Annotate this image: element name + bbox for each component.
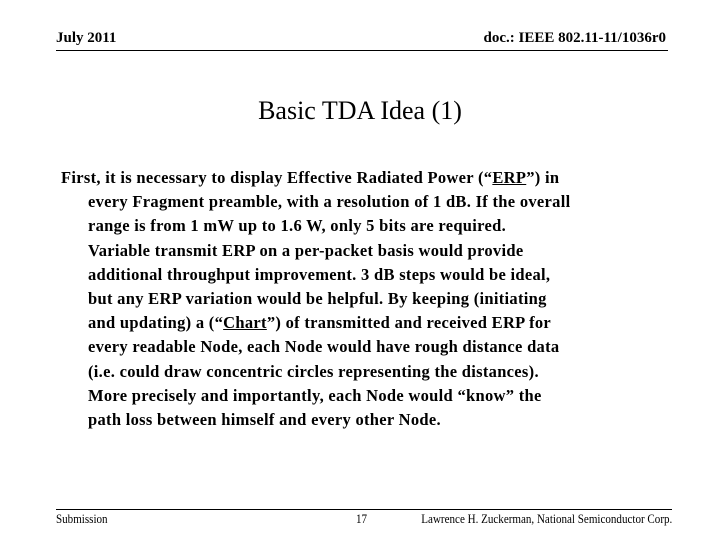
body-line-7 xyxy=(61,311,671,335)
footer-page-number: 17 xyxy=(356,511,368,526)
body-line-1-pre: First, it is necessary to display Effective Radiated Power (“ xyxy=(61,168,493,187)
body-paragraph xyxy=(61,166,671,432)
slide-footer xyxy=(56,509,672,526)
slide-header xyxy=(56,30,668,51)
body-line-6: but any ERP variation would be helpful. By keeping (initiating xyxy=(88,289,547,309)
footer-submission: Submission xyxy=(56,511,108,526)
body-line-8: every readable Node, each Node would have rough distance data xyxy=(88,337,560,357)
body-line-4: Variable transmit ERP on a per-packet basis would provide xyxy=(88,240,524,260)
chart-term: Chart xyxy=(223,313,267,333)
header-doc-id: doc.: IEEE 802.11-11/1036r0 xyxy=(483,30,666,46)
body-line-1 xyxy=(61,166,671,190)
body-line-11: path loss between himself and every other Node. xyxy=(88,410,441,430)
footer-author: Lawrence H. Zuckerman, National Semiconductor Corp. xyxy=(420,511,672,526)
body-line-7-pre: and updating) a (“ xyxy=(88,313,224,333)
erp-term: ERP xyxy=(492,168,527,187)
slide-title: Basic TDA Idea (1) xyxy=(258,96,462,125)
header-date: July 2011 xyxy=(56,30,117,46)
body-line-10: More precisely and importantly, each Node would “know” the xyxy=(88,385,542,405)
body-line-1-post: ”) in xyxy=(526,168,560,187)
body-line-9: (i.e. could draw concentric circles representing the distances). xyxy=(88,361,539,381)
body-line-5: additional throughput improvement. 3 dB steps would be ideal, xyxy=(88,264,551,284)
body-line-2: every Fragment preamble, with a resolution of 1 dB. If the overall xyxy=(88,192,571,212)
body-line-7-post: ”) of transmitted and received ERP for xyxy=(266,313,552,333)
body-line-3: range is from 1 mW up to 1.6 W, only 5 bits are required. xyxy=(88,216,507,236)
